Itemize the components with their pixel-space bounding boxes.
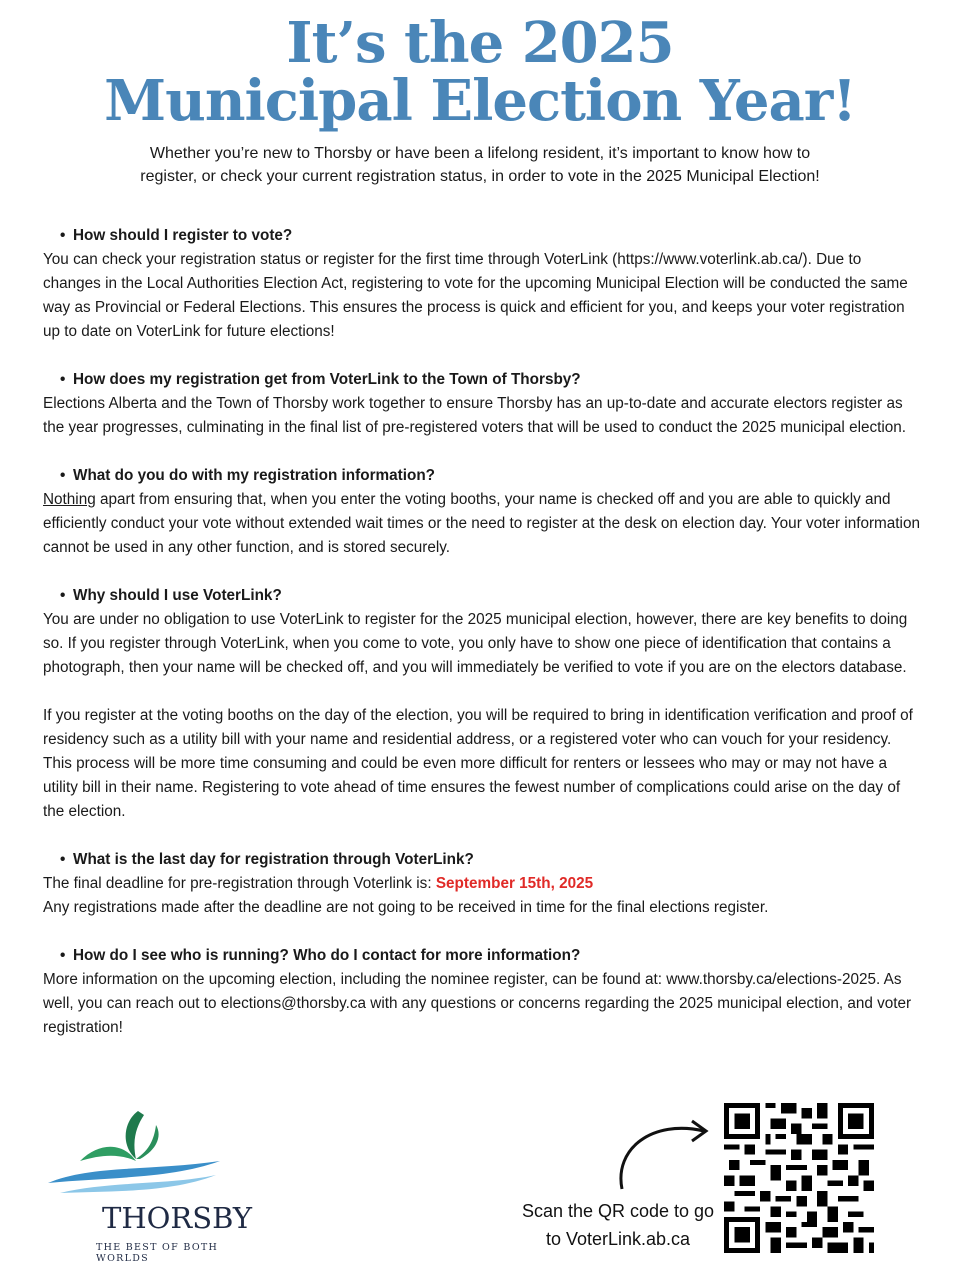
faq-answer: [43, 872, 923, 920]
faq-why: [43, 584, 923, 824]
faq-question: [43, 224, 923, 248]
qr-code-icon[interactable]: [724, 1103, 874, 1253]
faq-transfer: [43, 368, 923, 440]
deadline-date: September 15th, 2025: [435, 875, 594, 892]
bullet-icon: •: [60, 947, 66, 964]
qr-caption-line-1: Scan the QR code to go: [521, 1201, 715, 1221]
emphasis-nothing: Nothing: [43, 491, 96, 508]
bullet-icon: •: [60, 851, 66, 868]
question-text: What do you do with my registration information?: [73, 467, 436, 484]
deadline-prefix: The final deadline for pre-registration through Voterlink is:: [43, 875, 436, 892]
faq-content: [43, 224, 923, 1064]
faq-usage: [43, 464, 923, 560]
logo-tagline: THE BEST OF BOTH WORLDS: [96, 1242, 219, 1264]
question-text: How should I register to vote?: [73, 227, 293, 244]
faq-answer: Elections Alberta and the Town of Thorsby work together to ensure Thorsby has an up-to-date and accurate electors register as the year progresses, culminating in the final list of pre-registered voters that will be used to conduct the 2025 municipal election.: [43, 395, 907, 436]
logo-name: THORSBY: [102, 1201, 253, 1235]
deadline-note: Any registrations made after the deadline are not going to be received in time for the final elections register.: [43, 899, 769, 916]
question-text: Why should I use VoterLink?: [73, 587, 282, 604]
faq-answer-2: If you register at the voting booths on the day of the election, you will be required to bring in identification verification and proof of residency such as a utility bill with your name and residential address, or a registered voter who can vouch for your residency. This process will be more time consuming and could be even more difficult for renters or lessees who may or may not have a utility bill in their name. Registering to vote ahead of time ensures the fewest number of complications could arise on the day of the election.: [43, 707, 913, 820]
faq-question: [43, 848, 923, 872]
answer-rest: apart from ensuring that, when you enter the voting booths, your name is checked off and you are able to quickly and efficiently conduct your vote without extended wait times or the need to register at the desk on election day. Your voter information cannot be used in any other function, and is stored securely.: [43, 491, 920, 556]
thorsby-logo: [40, 1101, 253, 1264]
faq-answer: You can check your registration status or register for the first time through VoterLink (https://www.voterlink.ab.ca/). Due to changes in the Local Authorities Election Act, registering to vote for the upcoming Municipal Election will be conducted the same way as Provincial or Federal Elections. This ensures the process is quick and efficient for you, and keeps your voter registration up to date on VoterLink for future elections!: [43, 251, 908, 340]
title-line-1: It’s the 2025: [286, 10, 674, 76]
title-line-2: Municipal Election Year!: [104, 68, 856, 134]
bullet-icon: •: [60, 587, 66, 604]
faq-answer: More information on the upcoming election, including the nominee register, can be found at: www.thorsby.ca/elections-2025. As well, you can reach out to elections@thorsby.ca with any questions or concerns regarding the 2025 municipal election, and voter registration!: [43, 971, 912, 1036]
faq-question: [43, 368, 923, 392]
footer: [0, 1095, 960, 1280]
faq-question: [43, 944, 923, 968]
bullet-icon: •: [60, 227, 66, 244]
bullet-icon: •: [60, 371, 66, 388]
faq-register: [43, 224, 923, 344]
qr-caption: [512, 1197, 724, 1253]
faq-answer: [43, 488, 923, 560]
thorsby-logo-icon: [40, 1101, 230, 1201]
faq-deadline: [43, 848, 923, 920]
intro-text: Whether you’re new to Thorsby or have been a lifelong resident, it’s important to know how to register, or check your current registration status, in order to vote in the 2025 Municipal Election!: [140, 145, 820, 185]
page-title: [0, 10, 960, 134]
faq-answer: You are under no obligation to use VoterLink to register for the 2025 municipal election, however, there are key benefits to doing so. If you register through VoterLink, when you come to vote, you only have to show one piece of identification that contains a photograph, then your name will be checked off, and you will immediately be verified to vote if you are on the electors database.: [43, 611, 908, 676]
question-text: What is the last day for registration through VoterLink?: [73, 851, 474, 868]
bullet-icon: •: [60, 467, 66, 484]
qr-caption-line-2: to VoterLink.ab.ca: [545, 1229, 691, 1249]
faq-question: [43, 584, 923, 608]
question-text: How does my registration get from VoterLink to the Town of Thorsby?: [73, 371, 581, 388]
curved-arrow-icon: [612, 1109, 722, 1195]
question-text: How do I see who is running? Who do I contact for more information?: [73, 947, 581, 964]
faq-contact: [43, 944, 923, 1040]
faq-question: [43, 464, 923, 488]
